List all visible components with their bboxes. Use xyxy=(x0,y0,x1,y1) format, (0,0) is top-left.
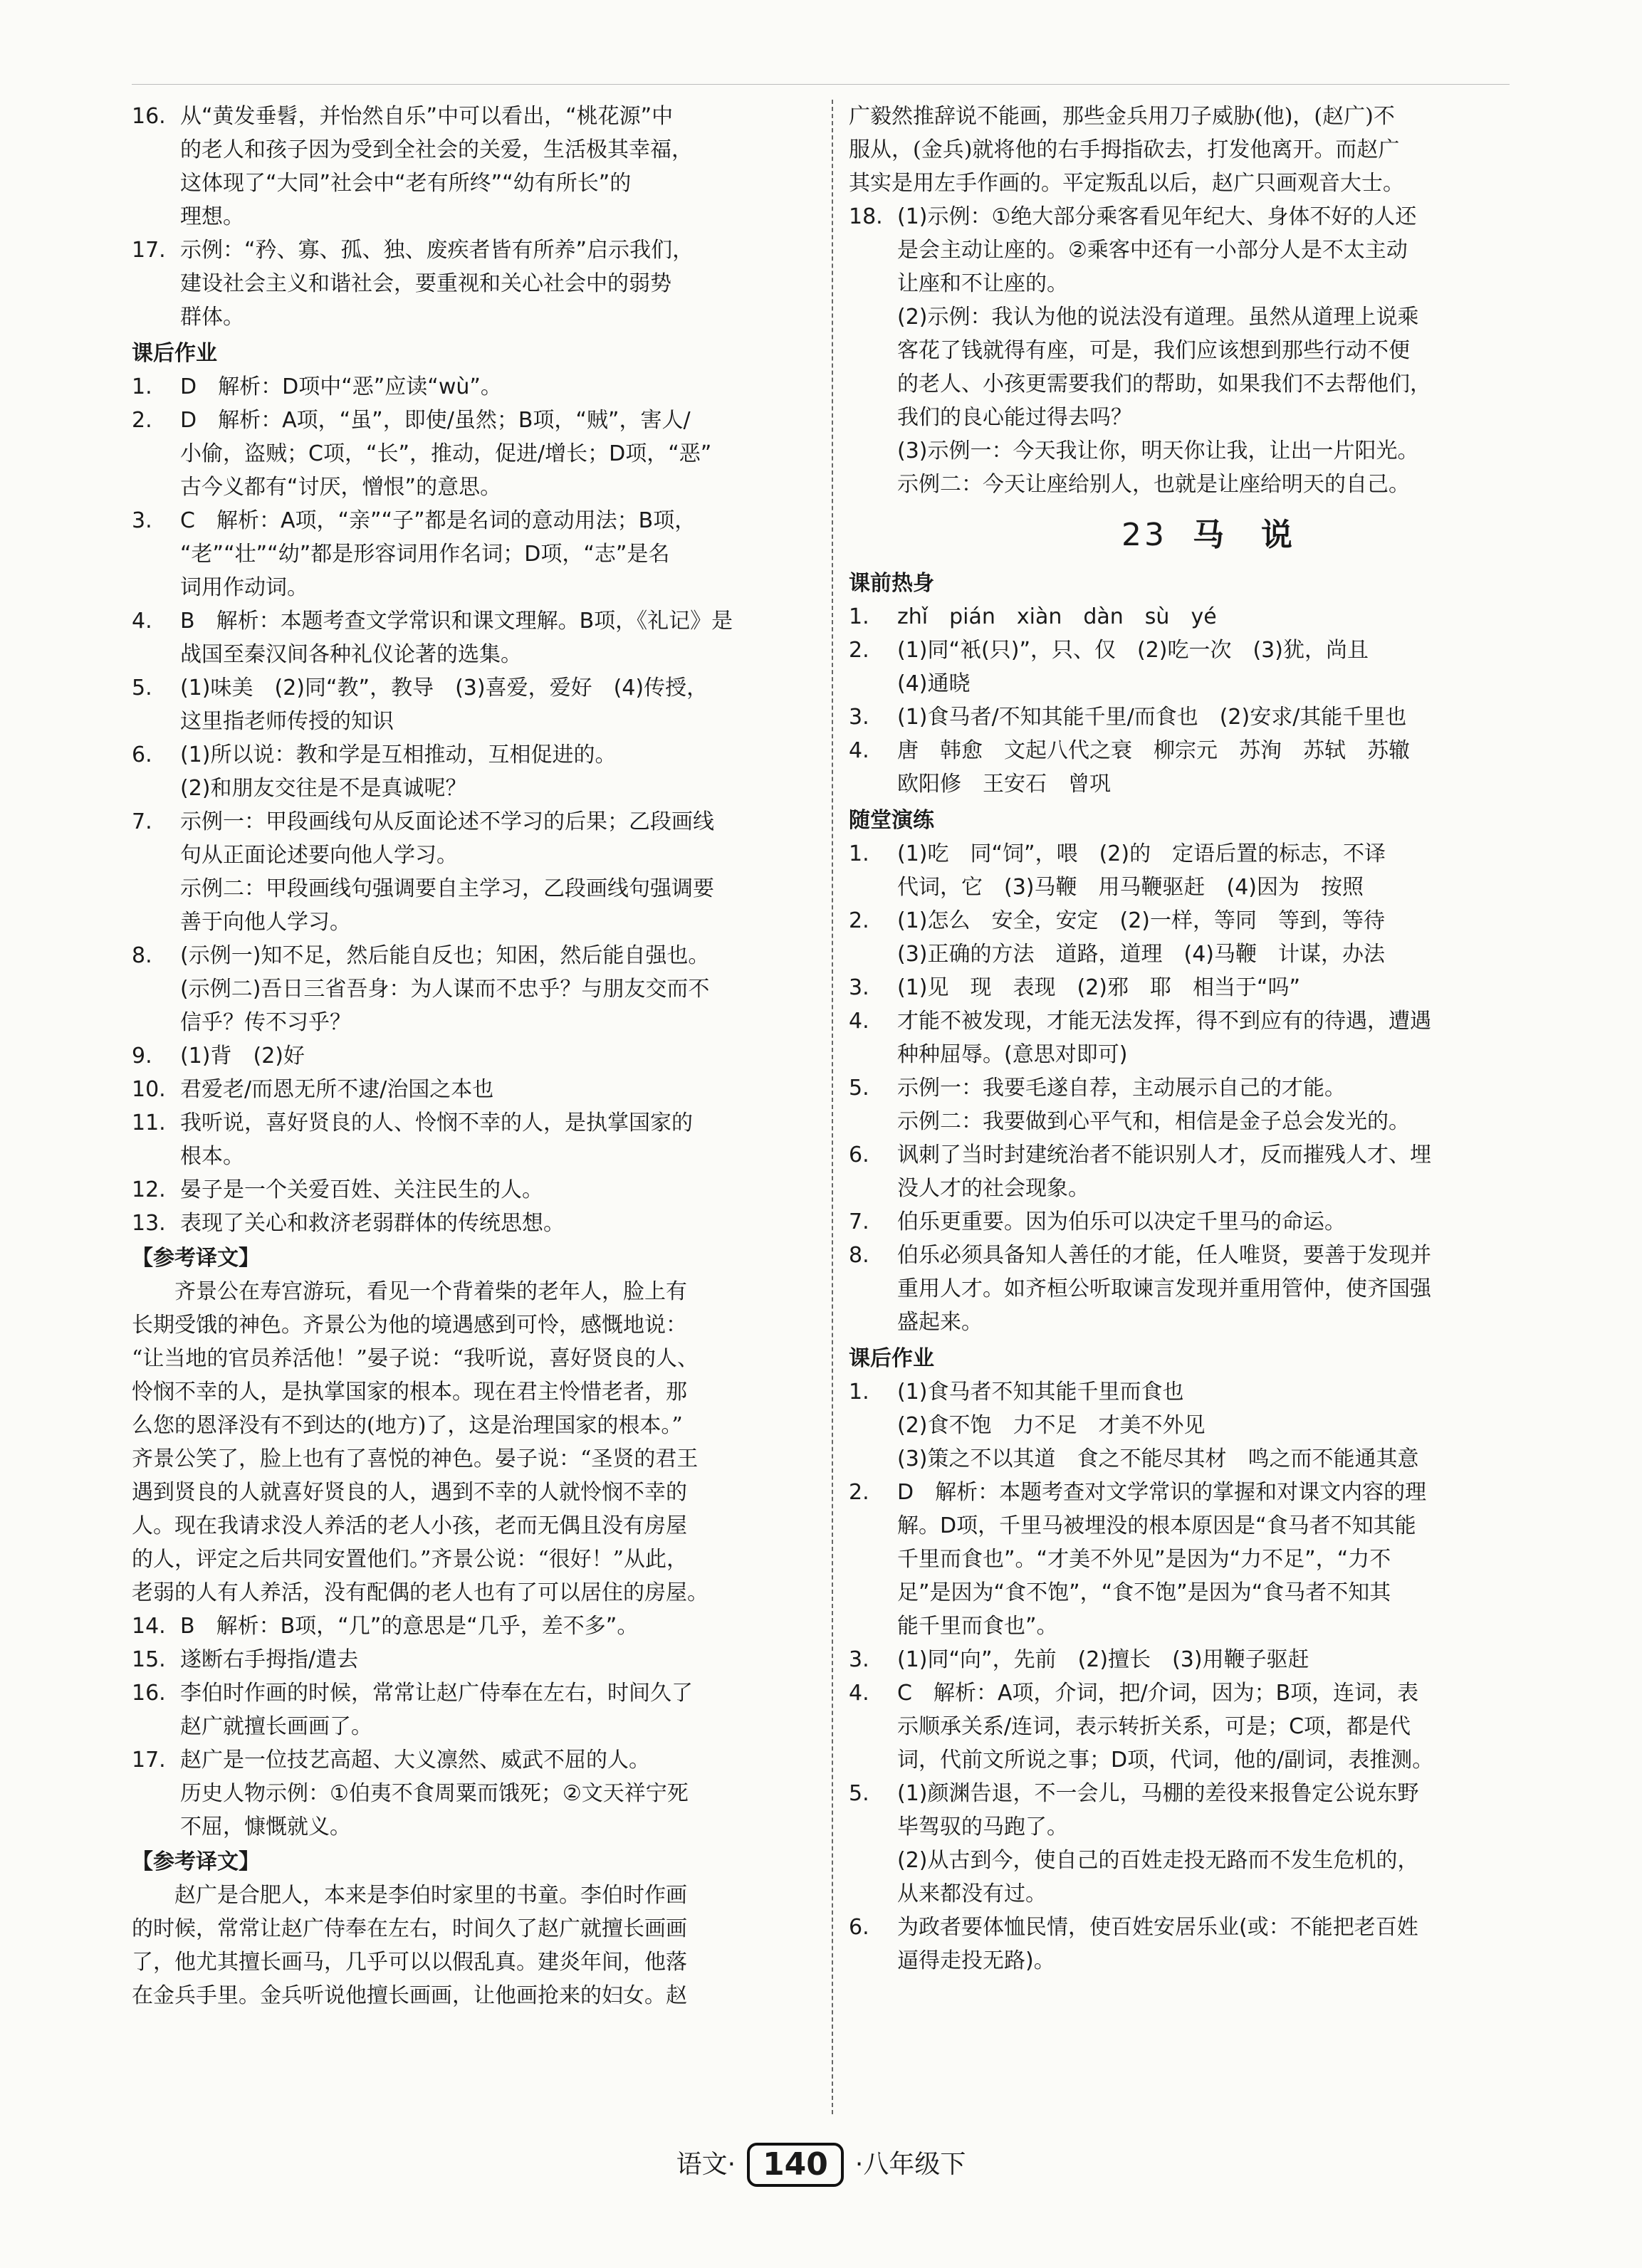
translation-line: 齐景公在寿宫游玩，看见一个背着柴的老年人，脸上有 xyxy=(132,1279,687,1304)
answer-line: 的老人和孩子因为受到全社会的关爱，生活极其幸福， xyxy=(180,137,693,162)
translation-line: 老弱的人有人养活，没有配偶的老人也有了可以居住的房屋。 xyxy=(132,1580,708,1605)
answer-line: 千里而食也”。“才美不外见”是因为“力不足”，“力不 xyxy=(897,1547,1391,1572)
answer-line: (示例一)知不足，然后能自反也；知困，然后能自强也。 xyxy=(180,943,710,968)
answer-item xyxy=(849,971,1568,1004)
translation-line: 齐景公笑了，脸上也有了喜悦的神色。晏子说：“圣贤的君王 xyxy=(132,1447,699,1471)
answer-item xyxy=(849,1676,1568,1777)
answer-line: (2)食不饱 力不足 才美不外见 xyxy=(897,1413,1206,1438)
translation-line: 的时候，常常让赵广侍奉在左右，时间久了赵广就擅长画画 xyxy=(132,1916,687,1941)
answer-line: (1)食马者/不知其能千里/而食也 (2)安求/其能千里也 xyxy=(897,705,1407,730)
answer-line: 客花了钱就得有座，可是，我们应该想到那些行动不便 xyxy=(897,338,1410,363)
right-column xyxy=(849,100,1568,1978)
translation-line: 人。现在我请求没人养活的老人小孩，老而无偶且没有房屋 xyxy=(132,1513,687,1538)
page-footer xyxy=(0,2143,1642,2187)
lesson-title xyxy=(849,507,1568,564)
answer-item xyxy=(132,671,851,738)
answer-number: 17. xyxy=(132,238,166,263)
translation-line: 服从，(金兵)就将他的右手拇指砍去，打发他离开。而赵广 xyxy=(849,137,1400,162)
answer-line: 重用人才。如齐桓公听取谏言发现并重用管仲，使齐国强 xyxy=(897,1276,1431,1301)
answer-line: 赵广就擅长画画了。 xyxy=(180,1714,372,1739)
answer-line: 遂断右手拇指/遣去 xyxy=(180,1647,359,1672)
answer-line: (1)食马者不知其能千里而食也 xyxy=(897,1380,1184,1405)
answer-number: 11. xyxy=(132,1111,166,1135)
answer-item xyxy=(849,1138,1568,1205)
answer-item xyxy=(132,504,851,604)
answer-line: 善于向他人学习。 xyxy=(180,910,351,935)
answer-line: 晏子是一个关爱百姓、关注民生的人。 xyxy=(180,1177,543,1202)
answer-line: 示例一：我要毛遂自荐，主动展示自己的才能。 xyxy=(897,1076,1346,1101)
answer-item xyxy=(849,904,1568,971)
answer-line: 示例二：甲段画线句强调要自主学习，乙段画线句强调要 xyxy=(180,876,714,901)
answer-item xyxy=(132,805,851,939)
reference-translation-1 xyxy=(132,1275,851,1610)
answer-line: 表现了关心和救济老弱群体的传统思想。 xyxy=(180,1211,565,1236)
answer-number: 13. xyxy=(132,1211,166,1236)
answer-line: (2)从古到今，使自己的百姓走投无路而不发生危机的， xyxy=(897,1848,1419,1873)
answer-line: 战国至秦汉间各种礼仪论著的选集。 xyxy=(180,642,522,667)
answer-item xyxy=(132,1039,851,1073)
answer-item xyxy=(849,634,1568,700)
translation-line: 遇到贤良的人就喜好贤良的人，遇到不幸的人就怜悯不幸的 xyxy=(132,1480,687,1505)
answer-line: 赵广是一位技艺高超、大义凛然、威武不屈的人。 xyxy=(180,1748,650,1773)
answer-item xyxy=(849,200,1568,501)
answer-item xyxy=(849,600,1568,634)
answer-number: 8. xyxy=(849,1243,869,1268)
answer-line: 词用作动词。 xyxy=(180,575,308,600)
answer-line: C 解析：A项，“亲”“子”都是名词的意动用法；B项， xyxy=(180,508,696,533)
answer-line: 这里指老师传授的知识 xyxy=(180,709,394,734)
answer-item xyxy=(132,370,851,404)
answer-item xyxy=(849,1071,1568,1138)
answer-line: 词，代前文所说之事；D项，代词，他的/副词，表推测。 xyxy=(897,1748,1434,1773)
section-heading-warmup: 课前热身 xyxy=(849,571,934,596)
answer-number: 16. xyxy=(132,104,166,129)
answer-line: 毕驾驭的马跑了。 xyxy=(897,1815,1068,1839)
answer-line: 为政者要体恤民情，使百姓安居乐业(或：不能把老百姓 xyxy=(897,1915,1418,1940)
answer-number: 2. xyxy=(132,408,152,433)
answer-line: 这体现了“大同”社会中“老有所终”“幼有所长”的 xyxy=(180,171,632,196)
answer-item xyxy=(849,1004,1568,1071)
top-rule xyxy=(132,84,1510,85)
answer-line: 从“黄发垂髫，并怡然自乐”中可以看出，“桃花源”中 xyxy=(180,104,674,129)
translation-line: 在金兵手里。金兵听说他擅长画画，让他画抢来的妇女。赵 xyxy=(132,1983,687,2008)
answer-line: 能千里而食也”。 xyxy=(897,1614,1058,1639)
answer-line: zhǐ pián xiàn dàn sù yé xyxy=(897,604,1217,629)
translation-line: “让当地的官员养活他！”晏子说：“我听说，喜好贤良的人、 xyxy=(132,1346,699,1371)
answer-line: 示例一：甲段画线句从反面论述不学习的后果；乙段画线 xyxy=(180,809,714,834)
answer-line: 示例二：我要做到心平气和，相信是金子总会发光的。 xyxy=(897,1109,1410,1134)
answer-line: 欧阳修 王安石 曾巩 xyxy=(897,772,1111,797)
answer-number: 5. xyxy=(849,1781,869,1806)
answer-line: 逼得走投无路)。 xyxy=(897,1948,1055,1973)
left-items-c xyxy=(132,1610,851,1844)
translation-line: 的人，评定之后共同安置他们。”齐景公说：“很好！”从此， xyxy=(132,1547,689,1572)
answer-number: 8. xyxy=(132,943,152,968)
answer-line: 让座和不让座的。 xyxy=(897,271,1068,296)
answer-line: 我听说，喜好贤良的人、怜悯不幸的人，是执掌国家的 xyxy=(180,1111,693,1135)
answer-item xyxy=(132,1207,851,1240)
right-items-d xyxy=(849,1375,1568,1978)
right-items-a xyxy=(849,200,1568,501)
answer-number: 2. xyxy=(849,1480,869,1505)
answer-line: D 解析：本题考查对文学常识的掌握和对课文内容的理 xyxy=(897,1480,1427,1505)
answer-line: (1)所以说：教和学是互相推动，互相促进的。 xyxy=(180,742,617,767)
answer-number: 15. xyxy=(132,1647,166,1672)
answer-line: (1)颜渊告退，不一会儿，马棚的差役来报鲁定公说东野 xyxy=(897,1781,1419,1806)
answer-line: 不屈，慷慨就义。 xyxy=(180,1815,351,1839)
answer-line: (4)通晓 xyxy=(897,671,971,696)
answer-line: (示例二)吾日三省吾身：为人谋而不忠乎？与朋友交而不 xyxy=(180,977,710,1002)
footer-subject: 语文· xyxy=(676,2150,736,2179)
answer-number: 6. xyxy=(132,742,152,767)
answer-line: 伯乐更重要。因为伯乐可以决定千里马的命运。 xyxy=(897,1209,1346,1234)
answer-line: 古今义都有“讨厌，憎恨”的意思。 xyxy=(180,475,502,500)
answer-number: 17. xyxy=(132,1748,166,1773)
answer-item xyxy=(132,738,851,805)
answer-item xyxy=(132,1073,851,1106)
answer-line: 种种屈辱。(意思对即可) xyxy=(897,1042,1128,1067)
answer-line: (3)正确的方法 道路，道理 (4)马鞭 计谋，办法 xyxy=(897,942,1385,967)
reference-translation-heading-1: 【参考译文】 xyxy=(132,1246,260,1271)
answer-line: 群体。 xyxy=(180,305,244,330)
answer-item xyxy=(849,837,1568,904)
left-items-b xyxy=(132,370,851,1240)
answer-item xyxy=(132,404,851,504)
reference-translation-heading-2: 【参考译文】 xyxy=(132,1849,260,1874)
answer-item xyxy=(849,700,1568,734)
answer-number: 6. xyxy=(849,1915,869,1940)
footer-grade: ·八年级下 xyxy=(854,2150,966,2179)
answer-number: 3. xyxy=(849,1647,869,1672)
answer-line: 历史人物示例：①伯夷不食周粟而饿死；②文天祥宁死 xyxy=(180,1781,689,1806)
translation-line: 广毅然推辞说不能画，那些金兵用刀子威胁(他)，(赵广)不 xyxy=(849,104,1395,129)
answer-line: (1)怎么 安全，安定 (2)一样，等同 等到，等待 xyxy=(897,908,1385,933)
answer-line: 足”是因为“食不饱”，“食不饱”是因为“食马者不知其 xyxy=(897,1580,1391,1605)
answer-line: B 解析：本题考查文学常识和课文理解。B项，《礼记》是 xyxy=(180,609,733,634)
answer-item xyxy=(849,1476,1568,1643)
answer-line: D 解析：D项中“恶”应读“wù”。 xyxy=(180,374,502,399)
answer-number: 4. xyxy=(849,1681,869,1706)
right-items-b xyxy=(849,600,1568,801)
answer-number: 16. xyxy=(132,1681,166,1706)
answer-item xyxy=(132,1743,851,1844)
answer-item xyxy=(849,1205,1568,1239)
translation-line: 了，他尤其擅长画马，几乎可以以假乱真。建炎年间，他落 xyxy=(132,1950,687,1975)
answer-number: 4. xyxy=(849,1009,869,1034)
answer-number: 5. xyxy=(849,1076,869,1101)
left-items-a xyxy=(132,100,851,334)
answer-line: 唐 韩愈 文起八代之衰 柳宗元 苏洵 苏轼 苏辙 xyxy=(897,738,1410,763)
answer-number: 12. xyxy=(132,1177,166,1202)
answer-item xyxy=(849,1643,1568,1676)
answer-number: 7. xyxy=(132,809,152,834)
answer-line: 代词，它 (3)马鞭 用马鞭驱赶 (4)因为 按照 xyxy=(897,875,1364,900)
answer-line: 盛起来。 xyxy=(897,1310,983,1335)
right-items-c xyxy=(849,837,1568,1339)
answer-item xyxy=(132,1676,851,1743)
answer-number: 2. xyxy=(849,908,869,933)
column-divider xyxy=(832,100,833,2114)
lesson-name: 马 说 xyxy=(1193,517,1295,553)
answer-line: 的老人、小孩更需要我们的帮助，如果我们不去帮他们， xyxy=(897,372,1431,397)
answer-number: 1. xyxy=(849,604,869,629)
answer-line: (3)策之不以其道 食之不能尽其材 鸣之而不能通其意 xyxy=(897,1447,1419,1471)
answer-line: 解。D项，千里马被埋没的根本原因是“食马者不知其能 xyxy=(897,1513,1416,1538)
answer-line: 理想。 xyxy=(180,204,244,229)
answer-number: 2. xyxy=(849,638,869,663)
answer-line: (1)同“衹(只)”，只、仅 (2)吃一次 (3)犹，尚且 xyxy=(897,638,1369,663)
answer-line: 信乎？传不习乎？ xyxy=(180,1010,351,1035)
answer-item xyxy=(132,939,851,1039)
answer-line: 示例：“矜、寡、孤、独、废疾者皆有所养”启示我们， xyxy=(180,238,694,263)
page-number: 140 xyxy=(747,2143,844,2187)
answer-number: 1. xyxy=(849,841,869,866)
answer-number: 3. xyxy=(132,508,152,533)
answer-number: 4. xyxy=(849,738,869,763)
answer-number: 14. xyxy=(132,1614,166,1639)
answer-item xyxy=(849,1239,1568,1339)
answer-line: (1)见 现 表现 (2)邪 耶 相当于“吗” xyxy=(897,975,1301,1000)
answer-number: 3. xyxy=(849,975,869,1000)
answer-line: “老”“壮”“幼”都是形容词用作名词；D项，“志”是名 xyxy=(180,542,670,567)
answer-line: 没人才的社会现象。 xyxy=(897,1176,1089,1201)
translation-line: 长期受饿的神色。齐景公为他的境遇感到可怜，感慨地说： xyxy=(132,1313,687,1338)
translation-line: 么您的恩泽没有不到达的(地方)了，这是治理国家的根本。” xyxy=(132,1413,683,1438)
answer-line: 根本。 xyxy=(180,1144,244,1169)
answer-line: (1)示例：①绝大部分乘客看见年纪大、身体不好的人还 xyxy=(897,204,1417,229)
answer-line: 伯乐必须具备知人善任的才能，任人唯贤，要善于发现并 xyxy=(897,1243,1431,1268)
answer-item xyxy=(849,1911,1568,1978)
answer-number: 7. xyxy=(849,1209,869,1234)
lesson-number: 23 xyxy=(1121,517,1167,553)
answer-line: 句从正面论述要向他人学习。 xyxy=(180,843,458,868)
answer-item xyxy=(132,604,851,671)
section-heading-practice: 随堂演练 xyxy=(849,808,934,833)
answer-line: C 解析：A项，介词，把/介词，因为；B项，连词，表 xyxy=(897,1681,1419,1706)
answer-item xyxy=(132,100,851,233)
answer-line: (1)味美 (2)同“教”，教导 (3)喜爱，爱好 (4)传授， xyxy=(180,676,708,700)
answer-line: (2)和朋友交往是不是真诚呢？ xyxy=(180,776,467,801)
answer-number: 3. xyxy=(849,705,869,730)
answer-item xyxy=(132,1106,851,1173)
answer-line: 建设社会主义和谐社会，要重视和关心社会中的弱势 xyxy=(180,271,671,296)
answer-line: 示例二：今天让座给别人，也就是让座给明天的自己。 xyxy=(897,472,1410,497)
answer-number: 9. xyxy=(132,1044,152,1069)
answer-line: B 解析：B项，“几”的意思是“几乎，差不多”。 xyxy=(180,1614,639,1639)
translation-line: 怜悯不幸的人，是执掌国家的根本。现在君主怜惜老者，那 xyxy=(132,1380,687,1405)
left-column xyxy=(132,100,851,2012)
answer-line: D 解析：A项，“虽”，即使/虽然；B项，“贼”，害人/ xyxy=(180,408,691,433)
translation-line: 赵广是合肥人，本来是李伯时家里的书童。李伯时作画 xyxy=(132,1883,687,1908)
answer-item xyxy=(132,1173,851,1207)
answer-line: (3)示例一：今天我让你，明天你让我，让出一片阳光。 xyxy=(897,439,1419,463)
answer-line: 从来都没有过。 xyxy=(897,1881,1047,1906)
answer-number: 18. xyxy=(849,204,883,229)
answer-number: 5. xyxy=(132,676,152,700)
answer-line: (1)同“向”，先前 (2)擅长 (3)用鞭子驱赶 xyxy=(897,1647,1309,1672)
answer-number: 1. xyxy=(132,374,152,399)
answer-line: (1)背 (2)好 xyxy=(180,1044,305,1069)
answer-line: 小偷，盗贼；C项，“长”，推动，促进/增长；D项，“恶” xyxy=(180,441,712,466)
answer-number: 4. xyxy=(132,609,152,634)
answer-item xyxy=(849,1777,1568,1911)
answer-number: 1. xyxy=(849,1380,869,1405)
answer-number: 6. xyxy=(849,1143,869,1167)
answer-line: 讽刺了当时封建统治者不能识别人才，反而摧残人才、埋 xyxy=(897,1143,1431,1167)
answer-line: 李伯时作画的时候，常常让赵广侍奉在左右，时间久了 xyxy=(180,1681,693,1706)
answer-item xyxy=(132,1610,851,1643)
answer-line: 是会主动让座的。②乘客中还有一小部分人是不太主动 xyxy=(897,238,1408,263)
section-heading-homework: 课后作业 xyxy=(132,341,217,366)
section-heading-homework-2: 课后作业 xyxy=(849,1346,934,1371)
answer-line: 君爱老/而恩无所不逮/治国之本也 xyxy=(180,1077,494,1102)
answer-item xyxy=(132,1643,851,1676)
answer-number: 10. xyxy=(132,1077,166,1102)
answer-item xyxy=(849,1375,1568,1476)
reference-translation-2 xyxy=(132,1879,851,2012)
answer-item xyxy=(132,233,851,334)
answer-line: (1)吃 同“饲”，喂 (2)的 定语后置的标志，不译 xyxy=(897,841,1386,866)
answer-item xyxy=(849,734,1568,801)
answer-line: 才能不被发现，才能无法发挥，得不到应有的待遇，遭遇 xyxy=(897,1009,1431,1034)
translation-continued xyxy=(849,100,1568,200)
answer-line: (2)示例：我认为他的说法没有道理。虽然从道理上说乘 xyxy=(897,305,1419,330)
answer-line: 示顺承关系/连词，表示转折关系，可是；C项，都是代 xyxy=(897,1714,1411,1739)
translation-line: 其实是用左手作画的。平定叛乱以后，赵广只画观音大士。 xyxy=(849,171,1404,196)
answer-line: 我们的良心能过得去吗？ xyxy=(897,405,1132,430)
